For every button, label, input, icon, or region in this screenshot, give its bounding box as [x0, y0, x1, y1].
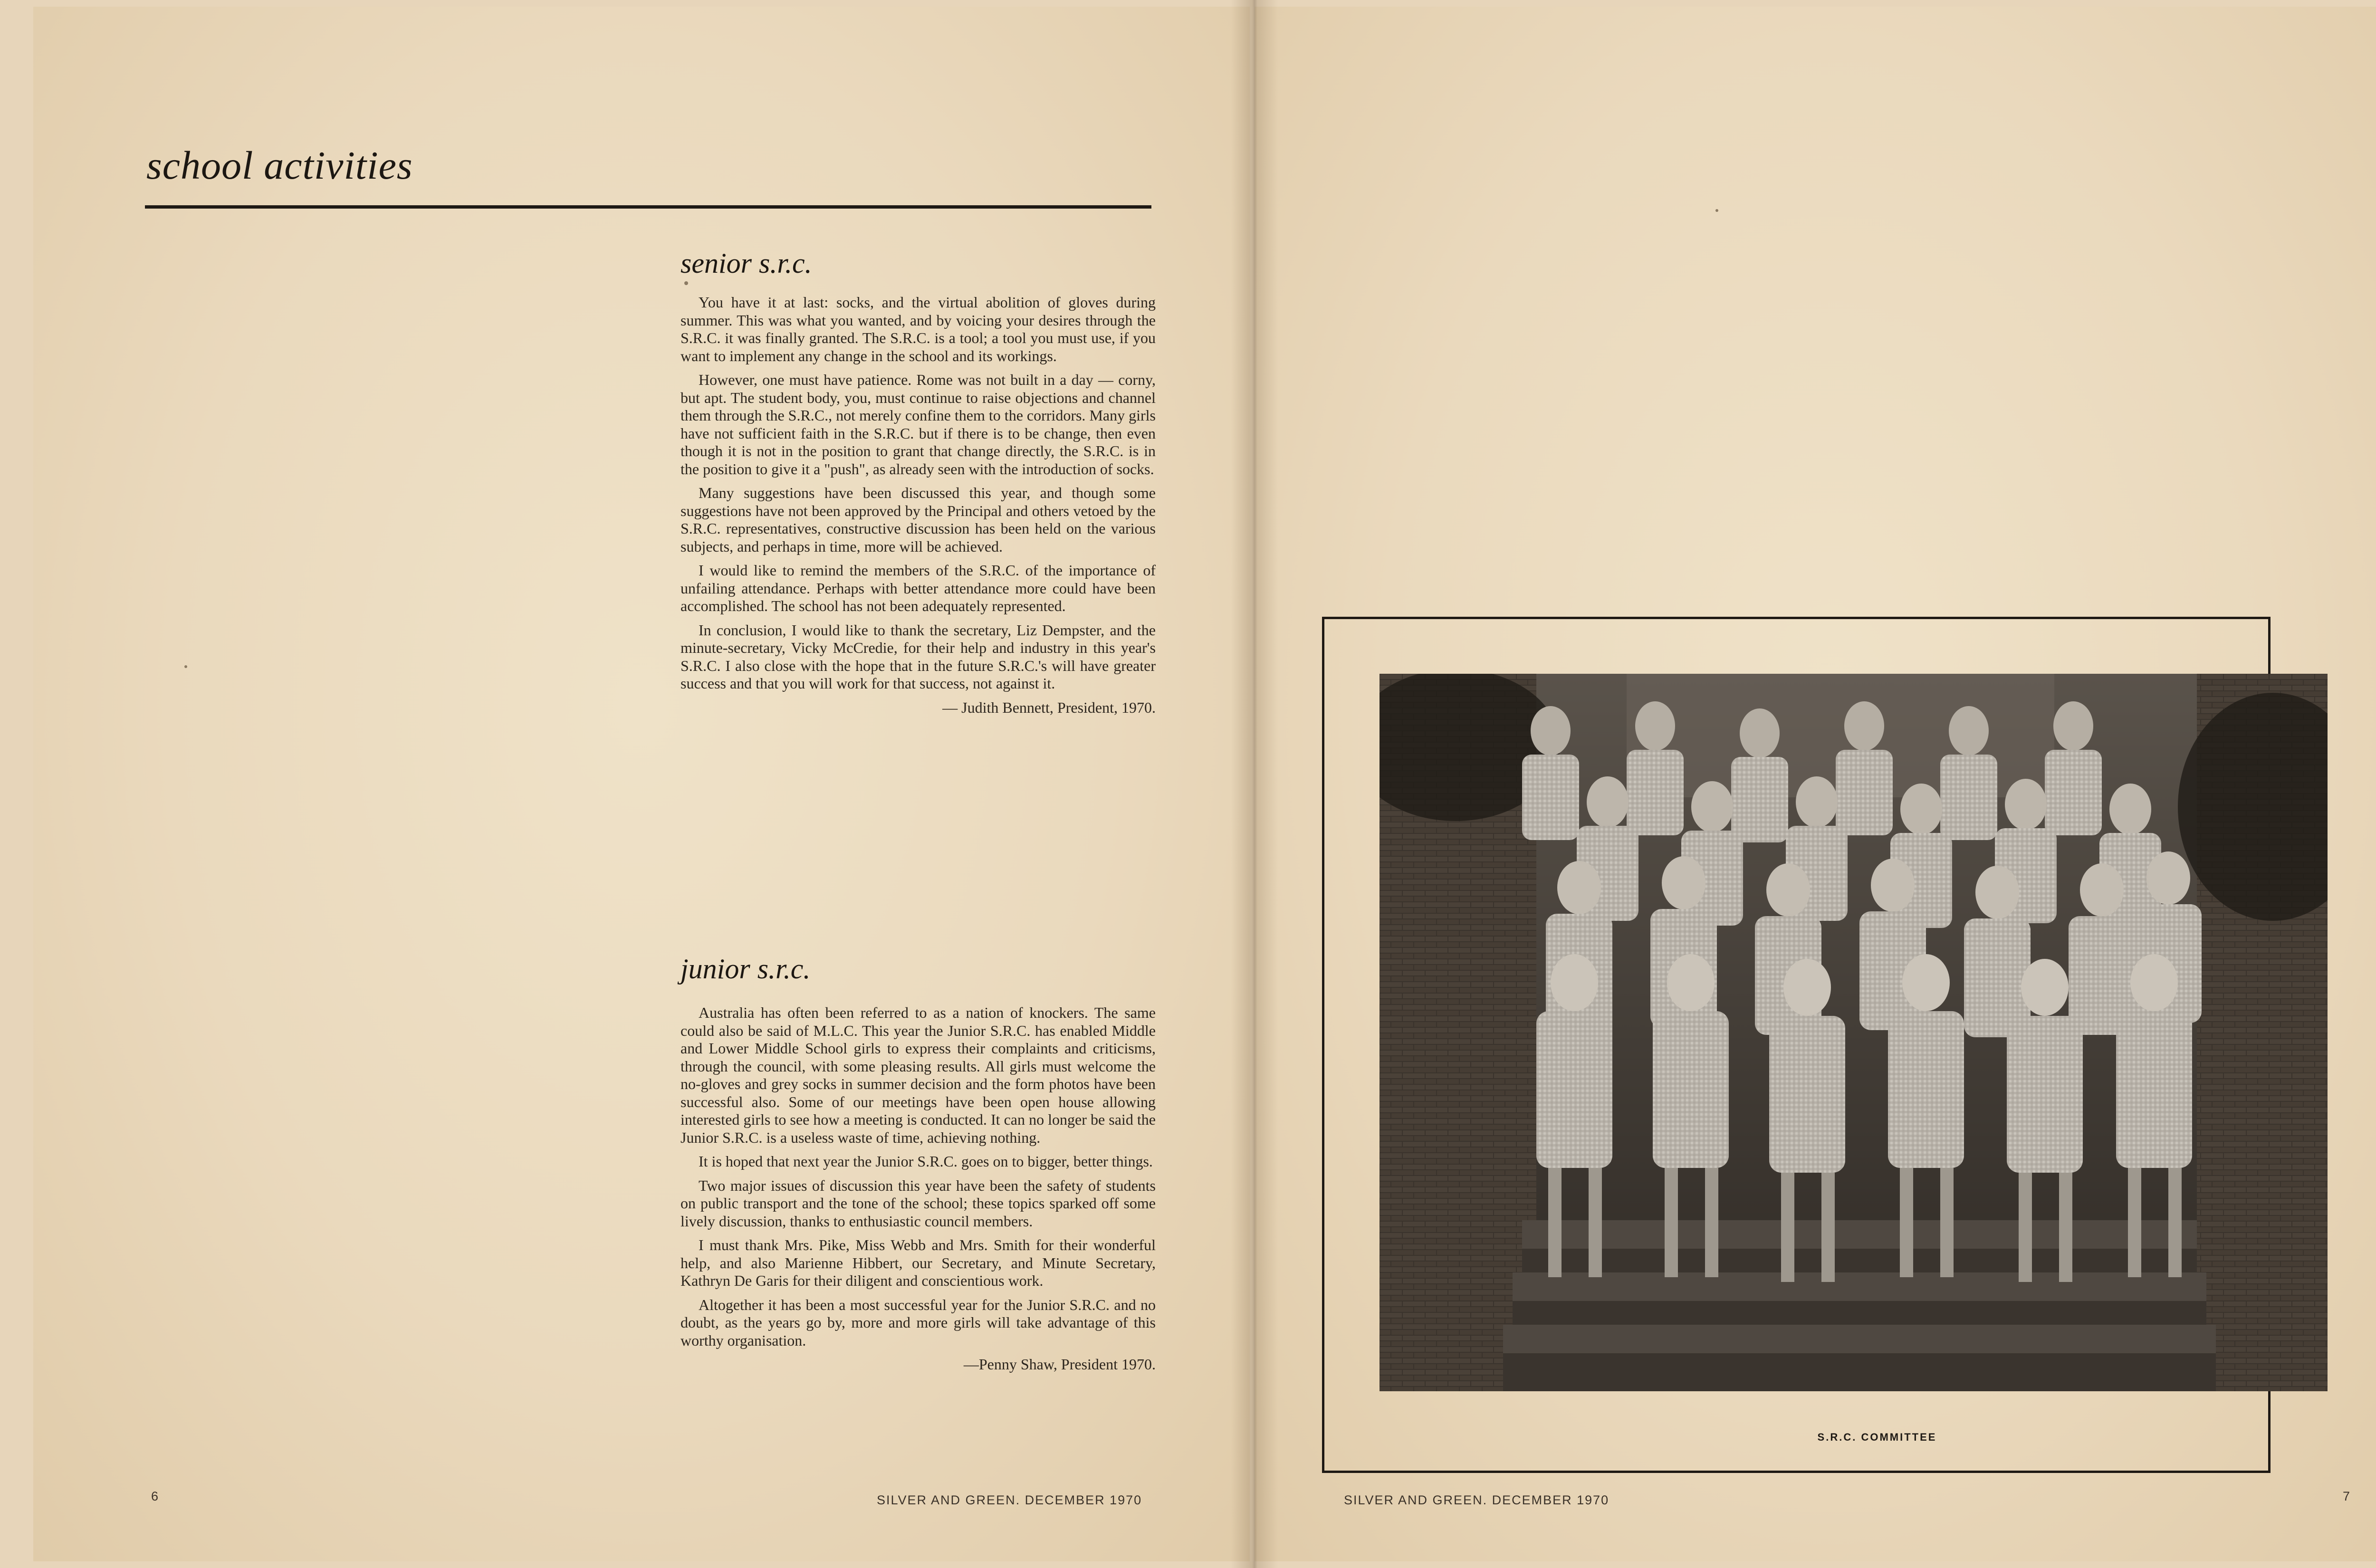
paragraph: Many suggestions have been discussed this year, and though some suggestions have not been approved by the Principal and others vetoed by the S.R.C. representatives, constructive discussion has been held on the various subjects, and perhaps in time, more will be achieved.	[680, 484, 1156, 555]
paper-speck	[684, 281, 688, 285]
running-footer-left: SILVER AND GREEN. DECEMBER 1970	[877, 1493, 1142, 1507]
page-number-left: 6	[151, 1489, 160, 1503]
paragraph: Australia has often been referred to as a nation of knockers. The same could also be said of M.L.C. This year the Junior S.R.C. has enabled Middle and Lower Middle School girls to express their complaints and criticisms, through the council, with some pleasing results. All girls must welcome the no-gloves and grey socks in summer decision and the form photos have been successful also. Some of our meetings have been open house allowing interested girls to see how a meeting is conducted. It can no longer be said the Junior S.R.C. is a useless waste of time, achieving nothing.	[680, 1004, 1156, 1146]
junior-src-article	[680, 1004, 1156, 1380]
paragraph: I would like to remind the members of the S.R.C. of the importance of unfailing attendance. Perhaps with better attendance more could have been accomplished. The school has not been adequately represented.	[680, 562, 1156, 614]
paragraph: Altogether it has been a most successful year for the Junior S.R.C. and no doubt, as the years go by, more and more girls will take advantage of this worthy organisation.	[680, 1296, 1156, 1349]
paragraph: Two major issues of discussion this year have been the safety of students on public transport and the tone of the school; these topics sparked off some lively discussion, thanks to enthusiastic council members.	[680, 1176, 1156, 1230]
running-footer-right: SILVER AND GREEN. DECEMBER 1970	[1344, 1493, 1610, 1507]
paragraph: You have it at last: socks, and the virtual abolition of gloves during summer. This was what you wanted, and by voicing your desires through the S.R.C. it was finally granted. The S.R.C. is a tool; a tool you must use, if you want to implement any change in the school and its workings.	[680, 294, 1156, 364]
paragraph: I must thank Mrs. Pike, Miss Webb and Mrs. Smith for their wonderful help, and also Marienne Hibbert, our Secretary, and Minute Secretary, Kathryn De Garis for their diligent and conscientious work.	[680, 1236, 1156, 1289]
page-number-right: 7	[2343, 1489, 2351, 1503]
junior-src-heading: junior s.r.c.	[680, 953, 811, 985]
photo-caption: S.R.C. COMMITTEE	[1817, 1431, 1937, 1443]
paragraph: In conclusion, I would like to thank the secretary, Liz Dempster, and the minute-secretary, Vicky McCredie, for their help and industry in this year's S.R.C. I also close with the hope that in the future S.R.C.'s will have greater success and that you will work for that success, not against it.	[680, 621, 1156, 692]
paragraph: It is hoped that next year the Junior S.R.C. goes on to bigger, better things.	[699, 1153, 1153, 1170]
paragraph: However, one must have patience. Rome was not built in a day — corny, but apt. The student body, you, must continue to raise objections and channel them through the S.R.C., not merely confine them to the corridors. Many girls have not sufficient faith in the S.R.C. but if there is to be change, then even though it is not in the position to grant that change directly, the S.R.C. is in the position to give it a "push", as already seen with the introduction of socks.	[680, 371, 1156, 478]
page-gutter	[1231, 0, 1278, 1568]
section-title: school activities	[146, 143, 413, 188]
senior-src-heading: senior s.r.c.	[680, 248, 812, 279]
paper-speck	[1715, 209, 1718, 212]
group-photo	[1380, 674, 2328, 1391]
group-photo-illustration	[1380, 674, 2328, 1391]
paper-speck	[184, 665, 187, 668]
junior-src-signature: —Penny Shaw, President 1970.	[963, 1356, 1156, 1373]
senior-src-article	[680, 294, 1156, 723]
title-rule	[145, 205, 1151, 209]
senior-src-signature: — Judith Bennett, President, 1970.	[942, 698, 1156, 716]
